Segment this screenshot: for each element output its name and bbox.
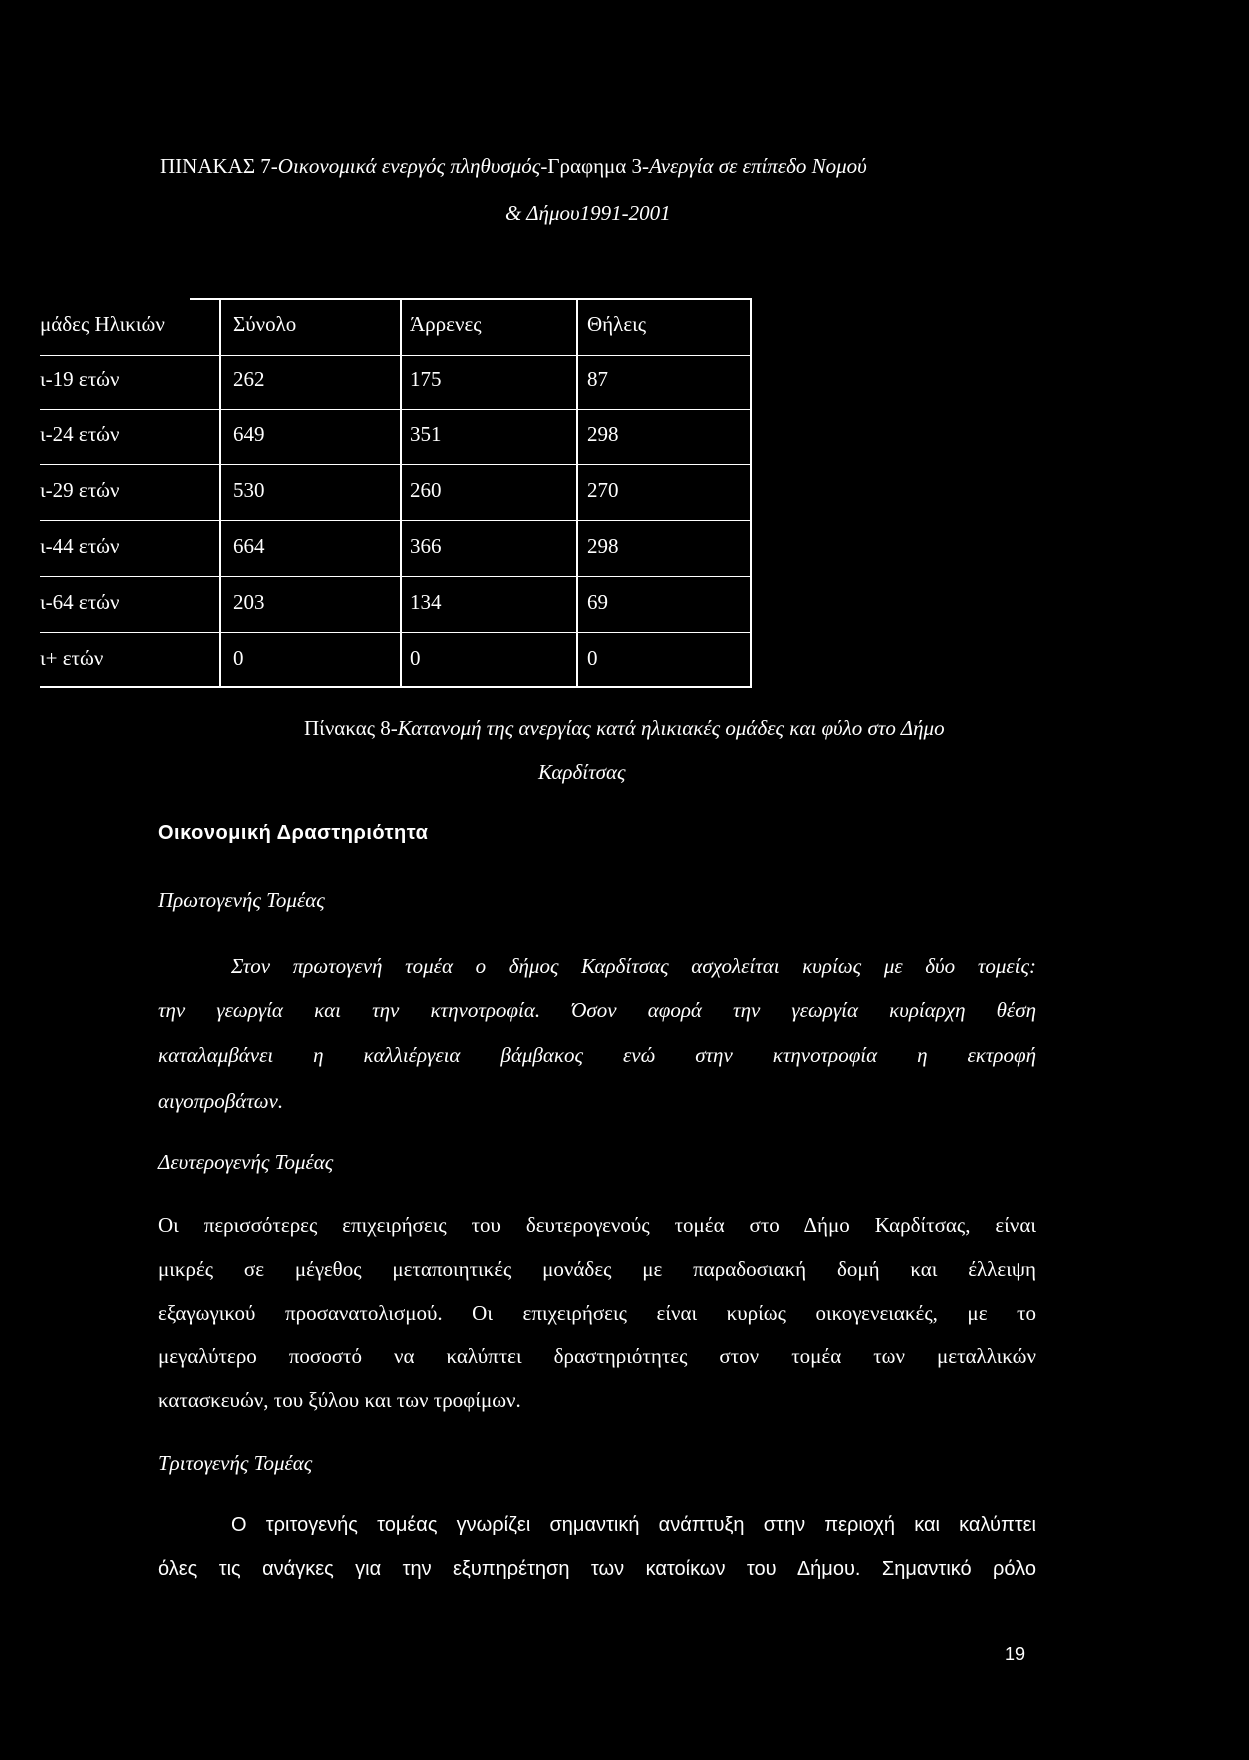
table-header-total: Σύνολο (233, 312, 297, 336)
tertiary-sector-title: Τριτογενής Τομέας (158, 1451, 313, 1475)
document-heading-line1 (160, 154, 1040, 179)
table-row-divider (40, 464, 752, 465)
section-title: Οικονομική Δραστηριότητα (158, 822, 429, 844)
table-cell-age: ι-24 ετών (40, 422, 120, 446)
table-row-divider (40, 576, 752, 577)
table-row-divider (40, 355, 752, 356)
table-cell-total: 262 (233, 367, 265, 391)
table-cell-females: 270 (587, 478, 619, 502)
tertiary-paragraph-line: Ο τριτογενής τομέας γνωρίζει σημαντική ανάπτυξη στην περιοχή και καλύπτει (231, 1514, 1036, 1536)
primary-paragraph-line: την γεωργία και την κτηνοτροφία. Όσον αφορά την γεωργία κυρίαρχη θέση (158, 998, 1036, 1022)
table-cell-females: 69 (587, 590, 608, 614)
primary-paragraph-line: καταλαμβάνει η καλλιέργεια βάμβακος ενώ στην κτηνοτροφία η εκτροφή (158, 1043, 1036, 1067)
table-cell-total: 649 (233, 422, 265, 446)
secondary-sector-title: Δευτερογενής Τομέας (158, 1150, 334, 1174)
page-number: 19 (1005, 1644, 1026, 1664)
table-cell-females: 0 (587, 646, 598, 670)
table-caption-line1 (304, 716, 945, 741)
table-cell-total: 203 (233, 590, 265, 614)
table-caption-line2: Καρδίτσας (538, 760, 626, 784)
secondary-paragraph-line: εξαγωγικού προσανατολισμού. Οι επιχειρήσεις είναι κυρίως οικογενειακές, με το (158, 1301, 1036, 1325)
table-header-age-groups: μάδες Ηλικιών (40, 312, 165, 336)
heading-mid: -Γραφημα 3- (540, 154, 650, 178)
table-cell-males: 260 (410, 478, 442, 502)
table-row-divider (40, 409, 752, 410)
unemployment-table (0, 298, 752, 688)
table-cell-males: 351 (410, 422, 442, 446)
table-cell-total: 0 (233, 646, 244, 670)
secondary-paragraph-line: μεγαλύτερο ποσοστό να καλύπτει δραστηριότητες στον τομέα των μεταλλικών (158, 1344, 1036, 1368)
secondary-paragraph-line: Οι περισσότερες επιχειρήσεις του δευτερογενούς τομέα στο Δήμο Καρδίτσας, είναι (158, 1213, 1036, 1237)
table-cell-age: ι-64 ετών (40, 590, 120, 614)
table-cell-age: ι-44 ετών (40, 534, 120, 558)
heading-prefix: ΠΙΝΑΚΑΣ 7- (160, 154, 278, 178)
primary-paragraph-line: Στον πρωτογενή τομέα ο δήμος Καρδίτσας ασχολείται κυρίως με δύο τομείς: (231, 954, 1036, 978)
table-cell-age: ι-19 ετών (40, 367, 120, 391)
heading-italic-1: Οικονομικά ενεργός πληθυσμός (277, 154, 541, 178)
secondary-paragraph-line: μικρές σε μέγεθος μεταποιητικές μονάδες με παραδοσιακή δομή και έλλειψη (158, 1257, 1036, 1281)
primary-paragraph-line: αιγοπροβάτων. (158, 1089, 284, 1113)
table-row-divider (40, 632, 752, 633)
heading-italic-2: Ανεργία σε επίπεδο Νομού (649, 154, 867, 178)
primary-sector-title: Πρωτογενής Τομέας (158, 888, 325, 912)
table-cell-females: 298 (587, 534, 619, 558)
table-border-right (750, 298, 752, 688)
table-cell-males: 0 (410, 646, 421, 670)
table-cell-males: 366 (410, 534, 442, 558)
table-border-bottom (40, 686, 752, 688)
table-border-top (190, 298, 752, 300)
table-cell-males: 134 (410, 590, 442, 614)
caption-prefix: Πίνακας 8- (304, 716, 398, 740)
table-cell-age: ι-29 ετών (40, 478, 120, 502)
table-cell-females: 87 (587, 367, 608, 391)
table-col-divider (576, 298, 578, 688)
table-cell-total: 530 (233, 478, 265, 502)
table-row-divider (40, 520, 752, 521)
secondary-paragraph-line: κατασκευών, του ξύλου και των τροφίμων. (158, 1388, 521, 1412)
table-header-males: Άρρενες (410, 312, 482, 336)
document-heading-line2: & Δήμου1991-2001 (505, 201, 671, 225)
table-col-divider (400, 298, 402, 688)
tertiary-paragraph-line: όλες τις ανάγκες για την εξυπηρέτηση των κατοίκων του Δήμου. Σημαντικό ρόλο (158, 1558, 1036, 1580)
table-col-divider (219, 298, 221, 688)
table-cell-age: ι+ ετών (40, 646, 104, 670)
table-cell-total: 664 (233, 534, 265, 558)
table-cell-females: 298 (587, 422, 619, 446)
caption-italic-text: Κατανομή της ανεργίας κατά ηλικιακές ομάδες και φύλο στο Δήμο (397, 716, 945, 740)
table-cell-males: 175 (410, 367, 442, 391)
table-header-females: Θήλεις (587, 312, 647, 336)
